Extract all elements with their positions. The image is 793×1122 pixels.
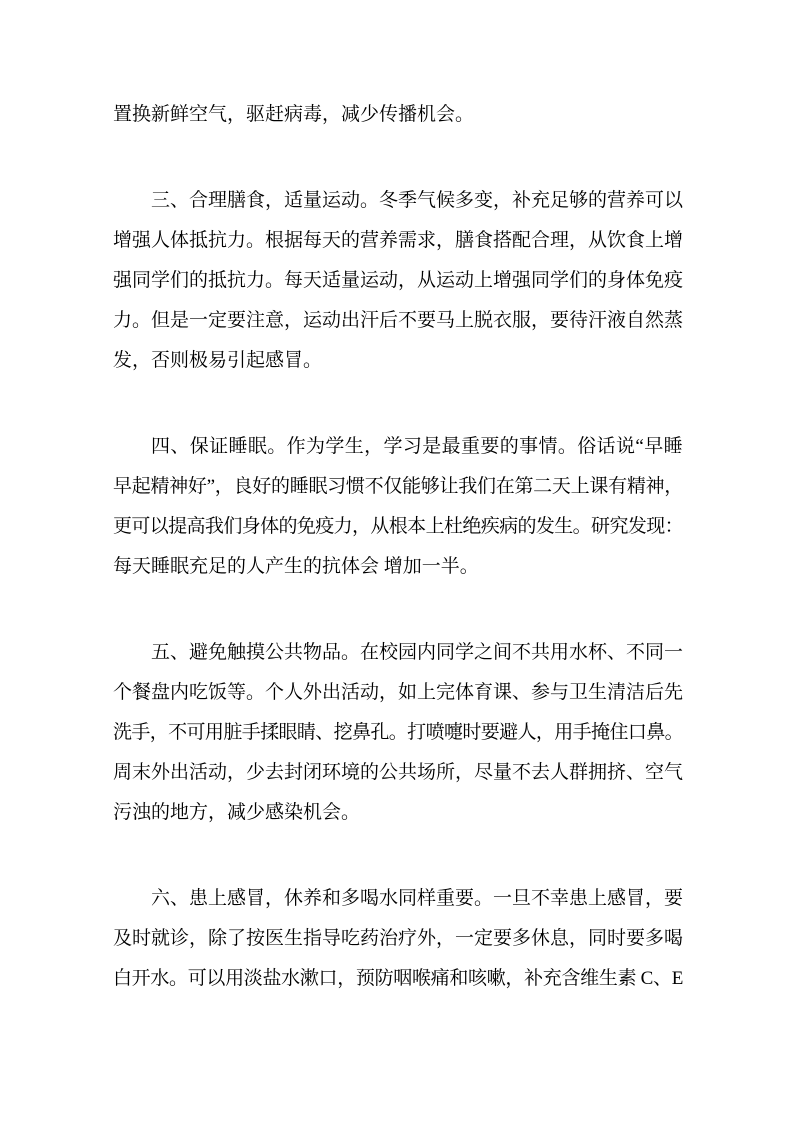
text-line-content: 四、保证睡眠。作为学生，学习是最重要的事情。俗话说“早睡 [151,436,683,457]
text-line [113,221,683,261]
paragraph-3-diet-and-exercise [113,181,683,381]
text-line-content: 及时就诊，除了按医生指导吃药治疗外，一定要多休息，同时要多喝 [113,928,684,949]
text-line [113,427,683,467]
paragraph-6-rest-and-water [113,879,683,999]
text-line-content: 早起精神好”，良好的睡眠习惯不仅能够让我们在第二天上课有精神， [113,476,683,497]
text-line-content: 每天睡眠充足的人产生的抗体会 增加一半。 [113,556,479,577]
text-line-content: 洗手，不可用脏手揉眼睛、挖鼻孔。打喷嚏时要避人，用手掩住口鼻。 [113,722,683,743]
text-line [113,301,683,341]
text-line-content: 五、避免触摸公共物品。在校园内同学之间不共用水杯、不同一 [151,642,684,663]
text-line [113,673,683,713]
text-line-content: 力。但是一定要注意，运动出汗后不要马上脱衣服，要待汗液自然蒸 [113,310,684,331]
text-line [113,879,683,919]
text-line-content: 发，否则极易引起感冒。 [113,350,323,371]
text-line [113,633,683,673]
paragraph-4-ensure-sleep [113,427,683,587]
text-line-content: 污浊的地方，减少感染机会。 [113,802,361,823]
text-line [113,919,683,959]
text-line-content: 更可以提高我们身体的免疫力，从根本上杜绝疾病的发生。研究发现： [113,516,683,537]
text-line-content: 白开水。可以用淡盐水漱口，预防咽喉痛和咳嗽，补充含维生素 C、E [113,968,683,989]
text-line [113,507,683,547]
text-block [113,95,683,999]
text-line [113,261,683,301]
text-line-content: 个餐盘内吃饭等。个人外出活动，如上完体育课、参与卫生清洁后先 [113,682,684,703]
text-line [113,95,683,135]
text-line-content: 六、患上感冒，休养和多喝水同样重要。一旦不幸患上感冒，要 [151,888,684,909]
paragraph-5-avoid-public-items [113,633,683,833]
text-line [113,547,683,587]
text-line-content: 增强人体抵抗力。根据每天的营养需求，膳食搭配合理，从饮食上增 [113,230,684,251]
paragraph-continuation-ventilation [113,95,683,135]
text-line [113,959,683,999]
text-line [113,753,683,793]
text-line-content: 周末外出活动，少去封闭环境的公共场所，尽量不去人群拥挤、空气 [113,762,684,783]
text-line [113,467,683,507]
text-line [113,713,683,753]
text-line [113,341,683,381]
text-line [113,181,683,221]
text-line [113,793,683,833]
text-line-content: 三、合理膳食，适量运动。冬季气候多变，补充足够的营养可以 [151,190,684,211]
text-line-content: 强同学们的抵抗力。每天适量运动，从运动上增强同学们的身体免疫 [113,270,684,291]
text-line-content: 置换新鲜空气，驱赶病毒，减少传播机会。 [113,104,475,125]
